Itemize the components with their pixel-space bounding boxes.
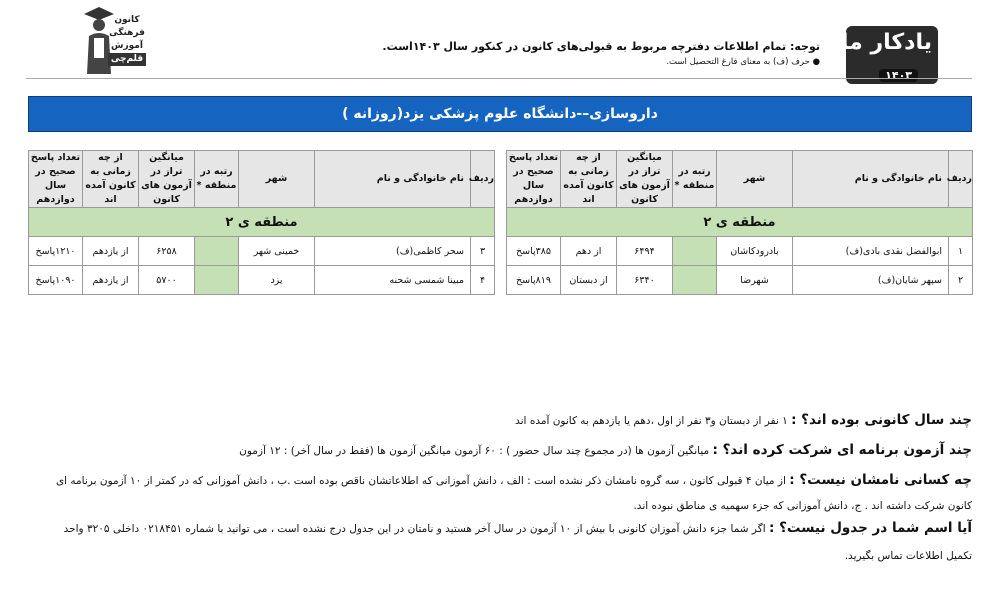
brand-logo [786, 26, 938, 84]
col-since: از چه زمانی به کانون آمده اند [561, 151, 617, 208]
table-row [29, 266, 495, 295]
cell-avg: ۵۷۰۰ [139, 266, 195, 295]
info-years [30, 412, 972, 428]
info-missing-cont [30, 500, 972, 512]
col-name: نام خانوادگی و نام [315, 151, 471, 208]
info-missing-question: چه کسانی نامشان نیست؟ : [789, 472, 972, 488]
info-exams-answer: میانگین آزمون ها (در مجموع چند سال حضور ) : ۶۰ آزمون میانگین آزمون ها (فقط در سال آخر) : ۱۲ آزمون [239, 445, 710, 457]
col-row: ردیف [949, 151, 973, 208]
results-table-right [506, 150, 973, 295]
region-row [507, 208, 973, 237]
col-name: نام خانوادگی و نام [793, 151, 949, 208]
info-contact [30, 520, 972, 536]
header-divider [26, 78, 972, 79]
cell-rank [673, 266, 717, 295]
cell-name: سحر کاظمی(ف) [315, 237, 471, 266]
table-row [507, 266, 973, 295]
notice-sub: ● حرف (ف) به معنای فارغ التحصیل است. [666, 57, 820, 67]
cell-no: ۴ [471, 266, 495, 295]
cell-city: یزد [239, 266, 315, 295]
cell-answers: ۱۰۹۰پاسخ [29, 266, 83, 295]
cell-city: بادرودکاشان [717, 237, 793, 266]
cell-answers: ۸۱۹پاسخ [507, 266, 561, 295]
col-avg: میانگین تراز در آزمون های کانون [139, 151, 195, 208]
cell-avg: ۶۳۴۰ [617, 266, 673, 295]
cell-name: مبینا شمسی شحنه [315, 266, 471, 295]
cell-since: از دبستان [561, 266, 617, 295]
info-missing-answer-cont: کانون شرکت داشته اند . ج، دانش آموزانی که جزء سهمیه ی مناطق نبوده اند. [633, 500, 972, 512]
cell-name: ابوالفضل نقدی بادی(ف) [793, 237, 949, 266]
cell-rank [673, 237, 717, 266]
logo-line: آموزش [111, 41, 143, 51]
info-years-answer: ۱ نفر از دبستان و۳ نفر از اول ،دهم یا یازدهم به کانون آمده اند [515, 415, 788, 427]
info-exams-question: چند آزمون برنامه ای شرکت کرده اند؟ : [712, 442, 972, 458]
logo-line: فرهنگی [109, 28, 145, 38]
cell-rank [195, 237, 239, 266]
table-row [29, 237, 495, 266]
cell-no: ۳ [471, 237, 495, 266]
cell-since: از یازدهم [83, 266, 139, 295]
cell-answers: ۱۲۱۰پاسخ [29, 237, 83, 266]
col-answers: تعداد پاسخ صحیح در سال دوازدهم [29, 151, 83, 208]
cell-avg: ۶۴۹۴ [617, 237, 673, 266]
col-avg: میانگین تراز در آزمون های کانون [617, 151, 673, 208]
region-label: منطقه ی ۲ [507, 208, 973, 237]
cell-answers: ۳۸۵پاسخ [507, 237, 561, 266]
col-answers: تعداد پاسخ صحیح در سال دوازدهم [507, 151, 561, 208]
cell-no: ۲ [949, 266, 973, 295]
col-rank: رتبه در منطقه * [673, 151, 717, 208]
table-header-row [507, 151, 973, 208]
col-rank: رتبه در منطقه * [195, 151, 239, 208]
info-contact-question: آیا اسم شما در جدول نیست؟ : [768, 520, 972, 536]
logo-text [108, 14, 146, 66]
col-city: شهر [239, 151, 315, 208]
notice-main: توجه: تمام اطلاعات دفترچه مربوط به قبولی‌های کانون در کنکور سال ۱۴۰۳است. [382, 40, 820, 53]
region-label: منطقه ی ۲ [29, 208, 495, 237]
table-row [507, 237, 973, 266]
cell-rank [195, 266, 239, 295]
col-since: از چه زمانی به کانون آمده اند [83, 151, 139, 208]
col-row: ردیف [471, 151, 495, 208]
brand-year: ۱۴۰۳ [879, 69, 918, 82]
notice [382, 40, 820, 67]
cell-avg: ۶۲۵۸ [139, 237, 195, 266]
info-contact-answer-cont: تکمیل اطلاعات تماس بگیرید. [844, 550, 972, 562]
cell-name: سپهر شایان(ف) [793, 266, 949, 295]
region-row [29, 208, 495, 237]
results-table-left [28, 150, 495, 295]
cell-since: از دهم [561, 237, 617, 266]
cell-since: از یازدهم [83, 237, 139, 266]
table-header-row [29, 151, 495, 208]
col-city: شهر [717, 151, 793, 208]
cell-city: خمینی شهر [239, 237, 315, 266]
info-contact-cont [30, 550, 972, 562]
info-exams [30, 442, 972, 458]
kanoon-logo [78, 4, 146, 74]
info-contact-answer: اگر شما جزء دانش آموزان کانونی با بیش از ۱۰ آزمون در سال آخر هستید و نامتان در این جدول درج نشده است ، می توانید با شماره ۰۲۱۸۴۵۱ داخلی ۳۲۰۵ واحد [63, 523, 766, 535]
cell-no: ۱ [949, 237, 973, 266]
info-missing [30, 472, 972, 488]
brand-title: یادکار ماندگار [786, 30, 932, 55]
cell-city: شهرضا [717, 266, 793, 295]
logo-line: قلم‌چی [108, 53, 146, 66]
info-years-question: چند سال کانونی بوده اند؟ : [791, 412, 972, 428]
info-missing-answer: از میان ۴ قبولی کانون ، سه گروه نامشان ذکر نشده است : الف ، دانش آموزانی که اطلاعاتشان ناقص بوده است .ب ، دانش آموزانی که در کمتر از ۱۰ آزمون برنامه ای [55, 475, 786, 487]
logo-line: کانون [114, 15, 140, 25]
page-title: داروسازی–-دانشگاه علوم پزشکی یزد(روزانه ) [28, 96, 972, 132]
